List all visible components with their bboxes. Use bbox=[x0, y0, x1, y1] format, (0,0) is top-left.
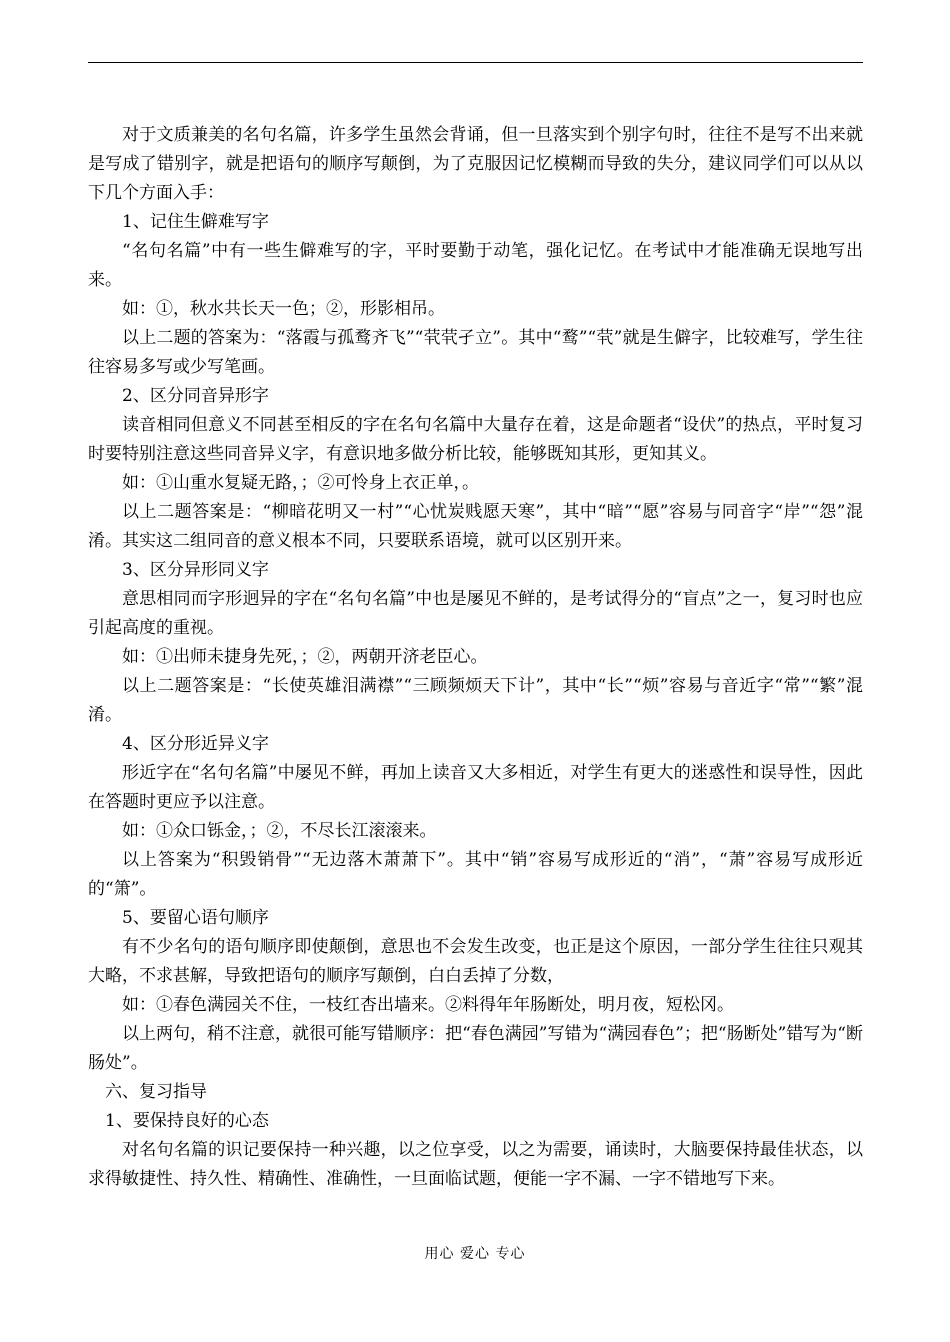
paragraph: 以上两句，稍不注意，就很可能写错顺序：把“春色满园”写错为“满园春色”；把“肠断处”错写为“断肠处”。 bbox=[88, 1024, 863, 1073]
chapter-heading: 六、复习指导 bbox=[105, 1082, 207, 1102]
paragraph: 如：①春色满园关不住，一枝红杏出墙来。②料得年年肠断处，明月夜，短松冈。 bbox=[122, 995, 734, 1015]
paragraph: 形近字在“名句名篇”中屡见不鲜，再加上读音又大多相近，对学生有更大的迷惑性和误导性，因此在答题时更应予以注意。 bbox=[88, 763, 863, 812]
section-heading: 3、区分异形同义字 bbox=[122, 560, 269, 580]
section-heading: 1、要保持良好的心态 bbox=[105, 1111, 269, 1131]
section-heading: 4、区分形近异义字 bbox=[122, 734, 269, 754]
page-footer: 用心 爱心 专心 bbox=[424, 1246, 526, 1262]
paragraph: 以上二题答案是：“长使英雄泪满襟”“三顾频烦天下计”，其中“长”“烦”容易与音近字“常”“繁”混淆。 bbox=[88, 676, 863, 725]
paragraph: 对名句名篇的识记要保持一种兴趣，以之位享受，以之为需要，诵读时，大脑要保持最佳状态，以求得敏捷性、持久性、精确性、准确性，一旦面临试题，便能一字不漏、一字不错地写下来。 bbox=[88, 1140, 863, 1189]
paragraph: 对于文质兼美的名句名篇，许多学生虽然会背诵，但一旦落实到个别字句时，往往不是写不出来就是写成了错别字，就是把语句的顺序写颠倒，为了克服因记忆模糊而导致的失分，建议同学们可以从以下几个方面入手： bbox=[88, 125, 863, 203]
paragraph: “名句名篇”中有一些生僻难写的字，平时要勤于动笔，强化记忆。在考试中才能准确无误地写出来。 bbox=[88, 241, 863, 290]
paragraph: 意思相同而字形迥异的字在“名句名篇”中也是屡见不鲜的，是考试得分的“盲点”之一，复习时也应引起高度的重视。 bbox=[88, 589, 863, 638]
paragraph: 以上二题答案是：“柳暗花明又一村”“心忧炭贱愿天寒”，其中“暗”“愿”容易与同音字“岸”“怨”混淆。其实这二组同音的意义根本不同，只要联系语境，就可以区别开来。 bbox=[88, 502, 863, 551]
paragraph: 读音相同但意义不同甚至相反的字在名句名篇中大量存在着，这是命题者“设伏”的热点，平时复习时要特别注意这些同音异义字，有意识地多做分析比较，能够既知其形，更知其义。 bbox=[88, 415, 863, 464]
paragraph: 如：①山重水复疑无路，；②可怜身上衣正单，。 bbox=[122, 473, 479, 493]
section-heading: 1、记住生僻难写字 bbox=[122, 212, 269, 232]
paragraph: 如：①众口铄金，；②，不尽长江滚滚来。 bbox=[122, 821, 437, 841]
paragraph: 有不少名句的语句顺序即使颠倒，意思也不会发生改变，也正是这个原因，一部分学生往往只观其大略，不求甚解，导致把语句的顺序写颠倒，白白丢掉了分数， bbox=[88, 937, 863, 986]
paragraph: 如：①，秋水共长天一色；②，形影相吊。 bbox=[122, 299, 445, 319]
section-heading: 2、区分同音异形字 bbox=[122, 386, 269, 406]
document-body bbox=[88, 121, 863, 1194]
paragraph: 以上答案为“积毁销骨”“无边落木萧萧下”。其中“销”容易写成形近的“消”，“萧”容易写成形近的“箫”。 bbox=[88, 850, 863, 899]
section-heading: 5、要留心语句顺序 bbox=[122, 908, 269, 928]
paragraph: 以上二题的答案为：“落霞与孤鹜齐飞”“茕茕孑立”。其中“鹜”“茕”就是生僻字，比较难写，学生往往容易多写或少写笔画。 bbox=[88, 328, 863, 377]
header-rule bbox=[88, 62, 863, 63]
paragraph: 如：①出师未捷身先死，；②，两朝开济老臣心。 bbox=[122, 647, 488, 667]
